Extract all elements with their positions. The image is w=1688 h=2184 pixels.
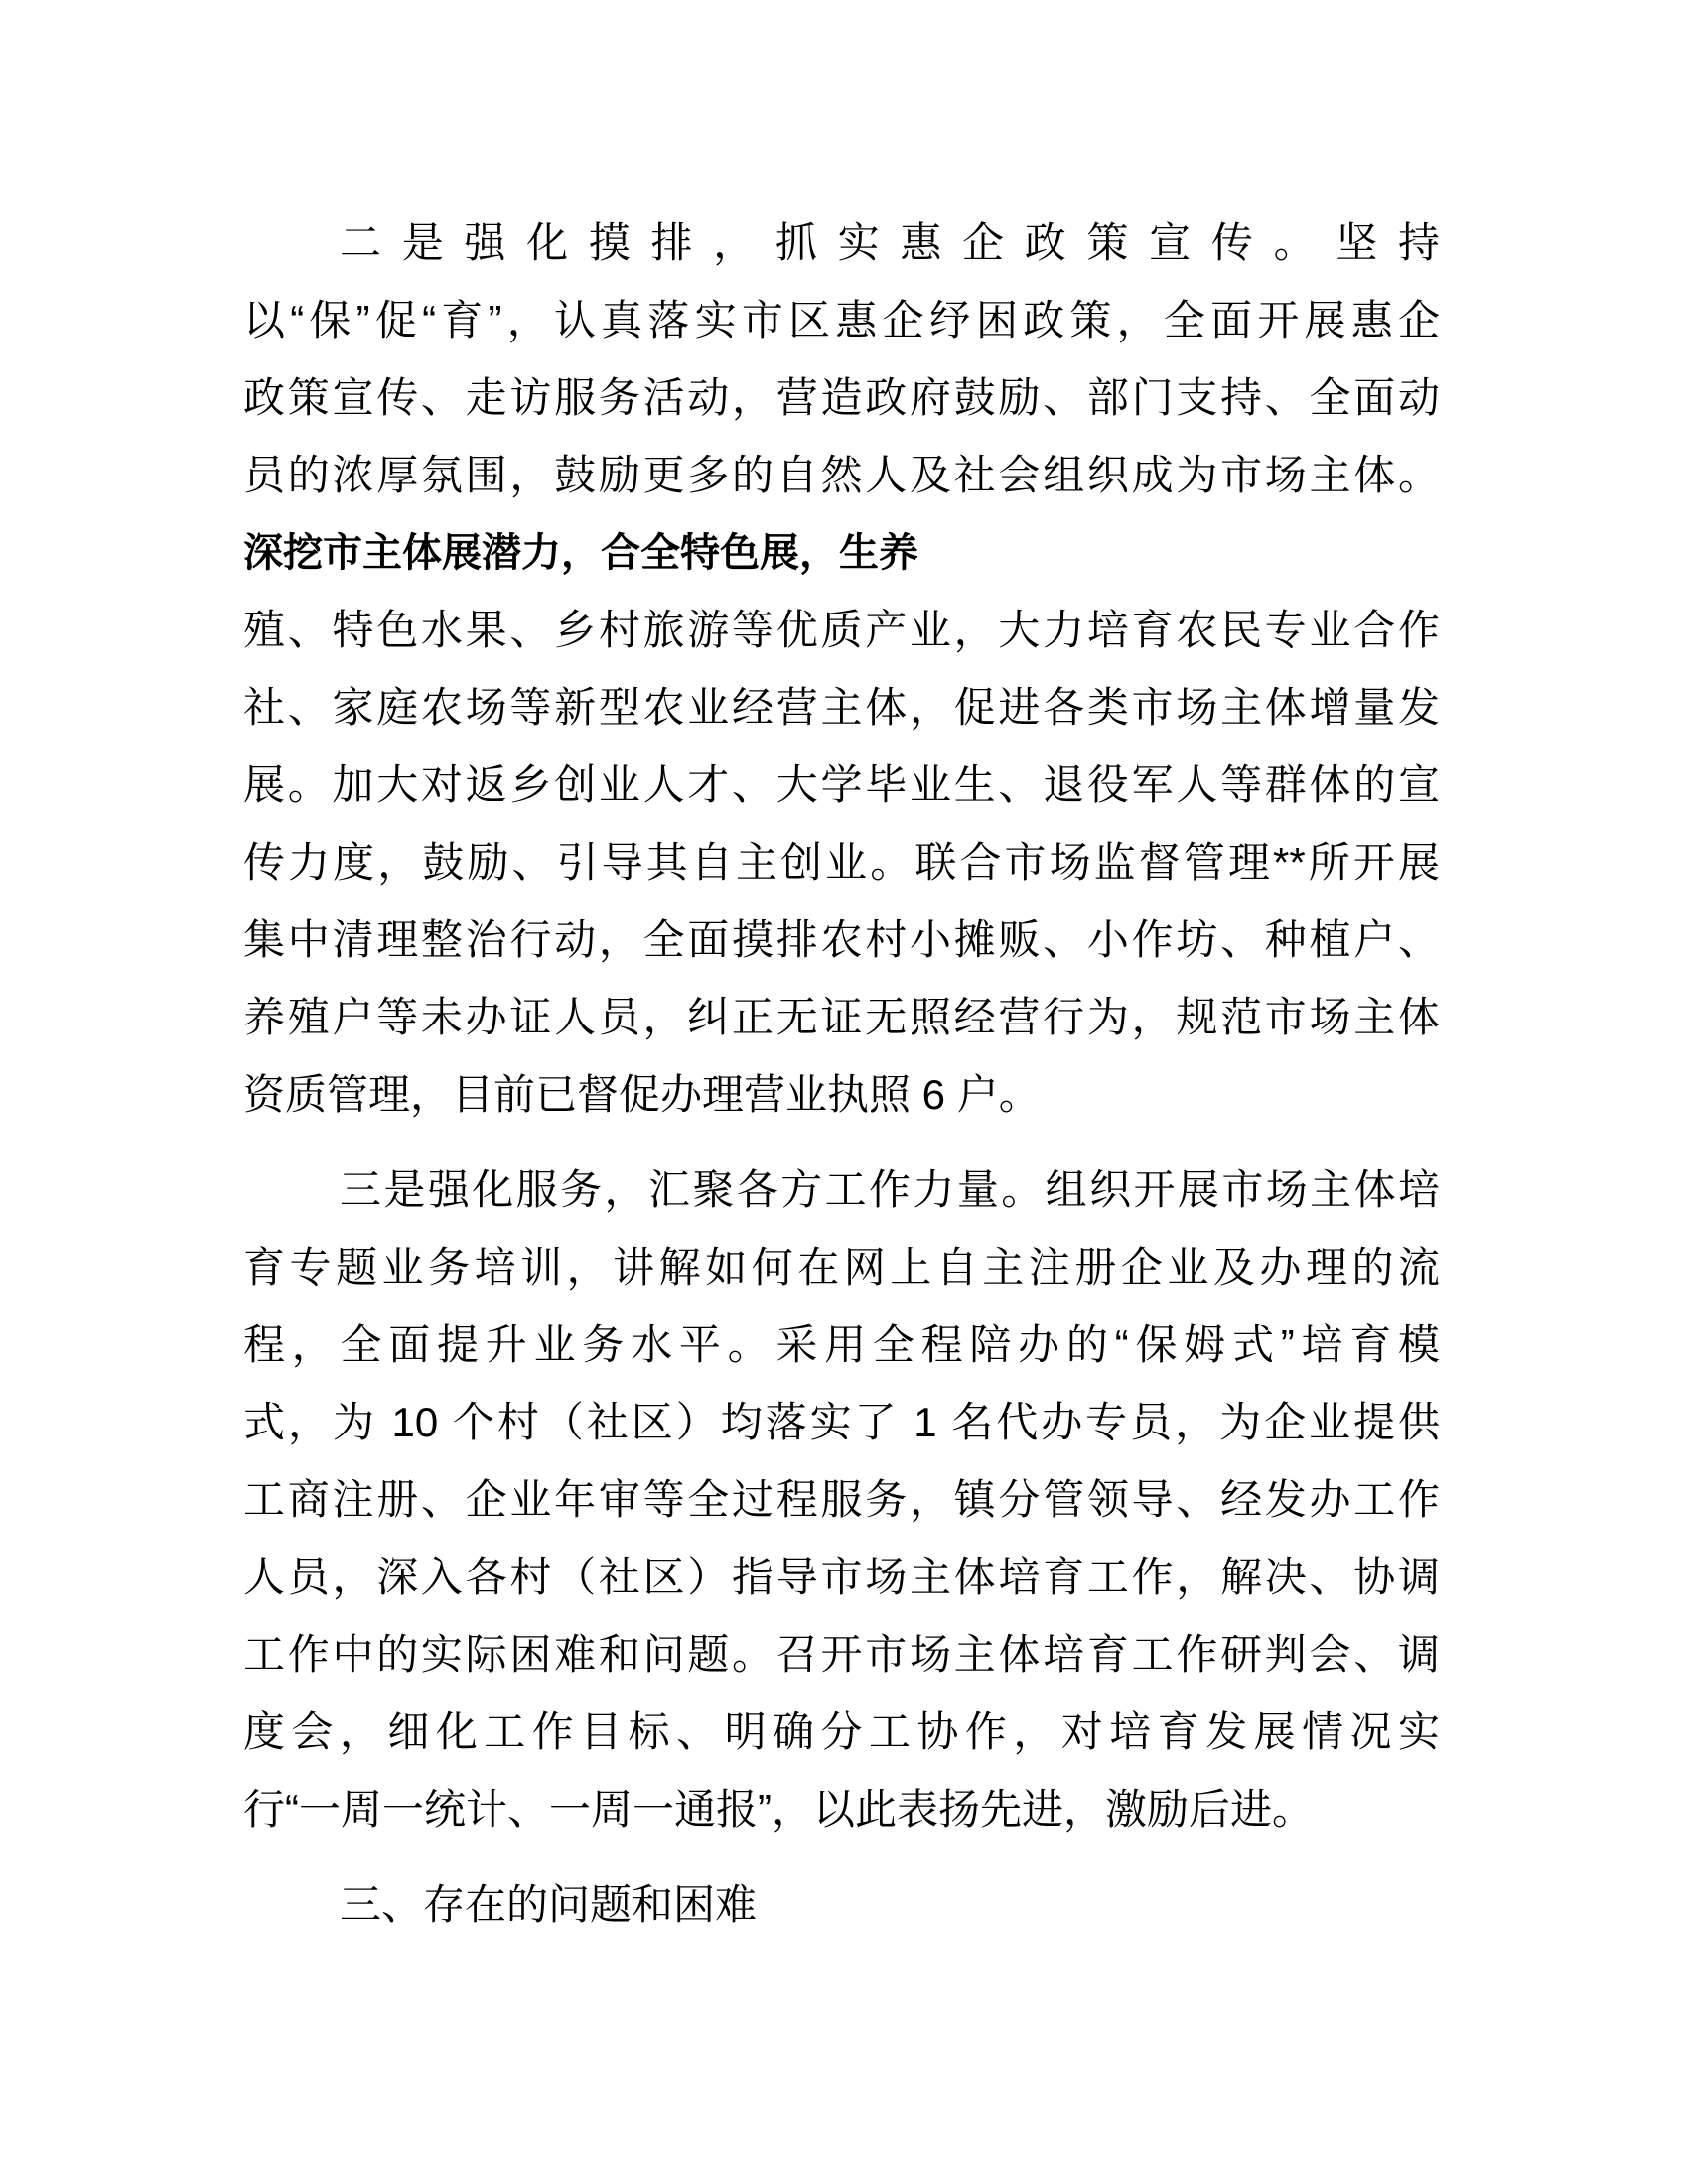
text-line: 育专题业务培训，讲解如何在网上自主注册企业及办理的流 [243,1244,1440,1291]
section-heading: 三、存在的问题和困难 [340,1881,758,1928]
text-line: 集中清理整治行动，全面摸排农村小摊贩、小作坊、种植户、 [243,916,1440,963]
text-line: 传力度，鼓励、引导其自主创业。联合市场监督管理**所开展 [243,839,1440,886]
text-line: 二是强化摸排，抓实惠企政策宣传。坚持 [340,219,1440,266]
text-line: 三是强化服务，汇聚各方工作力量。组织开展市场主体培 [340,1166,1440,1213]
text-line: 工作中的实际困难和问题。召开市场主体培育工作研判会、调 [243,1631,1440,1678]
text-line: 程，全面提升业务水平。采用全程陪办的“保姆式”培育模 [243,1321,1440,1368]
text-line: 社、家庭农场等新型农业经营主体，促进各类市场主体增量发 [243,684,1440,731]
text-line: 政策宣传、走访服务活动，营造政府鼓励、部门支持、全面动 [243,374,1440,421]
paragraph-2 [243,514,1440,1134]
text-line: 以“保”促“育”，认真落实市区惠企纾困政策，全面开展惠企 [243,297,1440,343]
document-text-block [243,205,1440,1944]
text-line: 员的浓厚氛围，鼓励更多的自然人及社会组织成为市场主体。 [243,452,1440,498]
text-line: 工商注册、企业年审等全过程服务，镇分管领导、经发办工作 [243,1476,1440,1523]
text-line: 养殖户等未办证人员，纠正无证无照经营行为，规范市场主体 [243,994,1440,1040]
bold-lead-line: 深挖市主体展潜力，合全特色展，生养 [243,531,918,575]
paragraph-1 [243,205,1440,514]
text-line: 度会，细化工作目标、明确分工协作，对培育发展情况实 [243,1708,1440,1755]
text-line: 行“一周一统计、一周一通报”，以此表扬先进，激励后进。 [243,1786,1314,1833]
paragraph-3 [243,1152,1440,1848]
text-line: 展。加大对返乡创业人才、大学毕业生、退役军人等群体的宣 [243,761,1440,808]
text-line: 式，为 10 个村（社区）均落实了 1 名代办专员，为企业提供 [243,1399,1440,1445]
text-line: 殖、特色水果、乡村旅游等优质产业，大力培育农民专业合作 [243,607,1440,653]
text-line: 资质管理，目前已督促办理营业执照 6 户。 [243,1071,1041,1118]
text-line: 人员，深入各村（社区）指导市场主体培育工作，解决、协调 [243,1554,1440,1600]
